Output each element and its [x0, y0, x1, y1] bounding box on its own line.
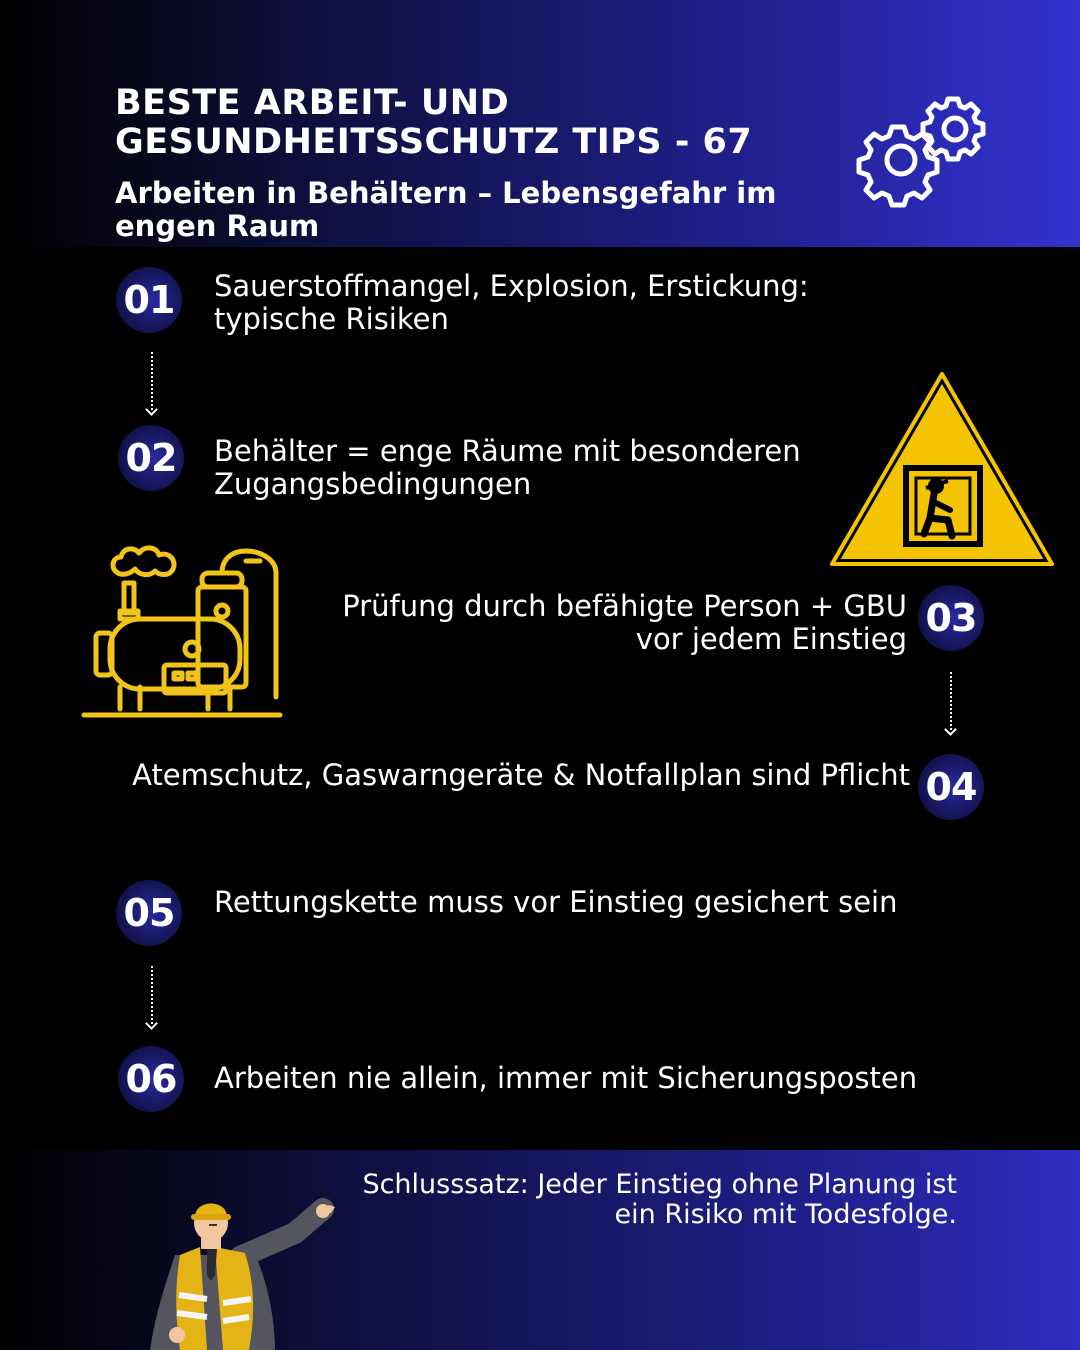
page-title: BESTE ARBEIT- UND GESUNDHEITSSCHUTZ TIPS - 67 — [115, 83, 753, 162]
industrial-tank-icon — [80, 525, 285, 721]
tip-number-04: 04 — [918, 754, 984, 820]
connector-arrow-5-6 — [151, 966, 153, 1024]
tip-text-01: Sauerstoffmangel, Explosion, Erstickung: typische Risiken — [214, 269, 809, 336]
confined-space-warning-icon — [826, 368, 1058, 572]
tip-text-04: Atemschutz, Gaswarngeräte & Notfallplan sind Pflicht — [132, 758, 910, 792]
gear-icon — [850, 95, 995, 213]
connector-arrow-1-2 — [151, 352, 153, 410]
tip-text-05: Rettungskette muss vor Einstieg gesichert sein — [214, 885, 898, 919]
tip-number-03: 03 — [918, 585, 984, 651]
connector-arrow-3-4 — [950, 672, 952, 730]
safety-worker-illustration — [145, 1195, 335, 1350]
tip-text-06: Arbeiten nie allein, immer mit Sicherungsposten — [214, 1061, 918, 1095]
tip-number-02: 02 — [118, 425, 184, 491]
tip-text-03: Prüfung durch befähigte Person + GBU vor jedem Einstieg — [342, 589, 907, 656]
tip-number-05: 05 — [116, 880, 182, 946]
tip-number-01: 01 — [116, 267, 182, 333]
tip-number-06: 06 — [118, 1046, 184, 1112]
conclusion-text: Schlusssatz: Jeder Einstieg ohne Planung ist ein Risiko mit Todesfolge. — [362, 1169, 957, 1230]
page-subtitle: Arbeiten in Behältern – Lebensgefahr im engen Raum — [115, 176, 777, 243]
tip-text-02: Behälter = enge Räume mit besonderen Zugangsbedingungen — [214, 434, 801, 501]
